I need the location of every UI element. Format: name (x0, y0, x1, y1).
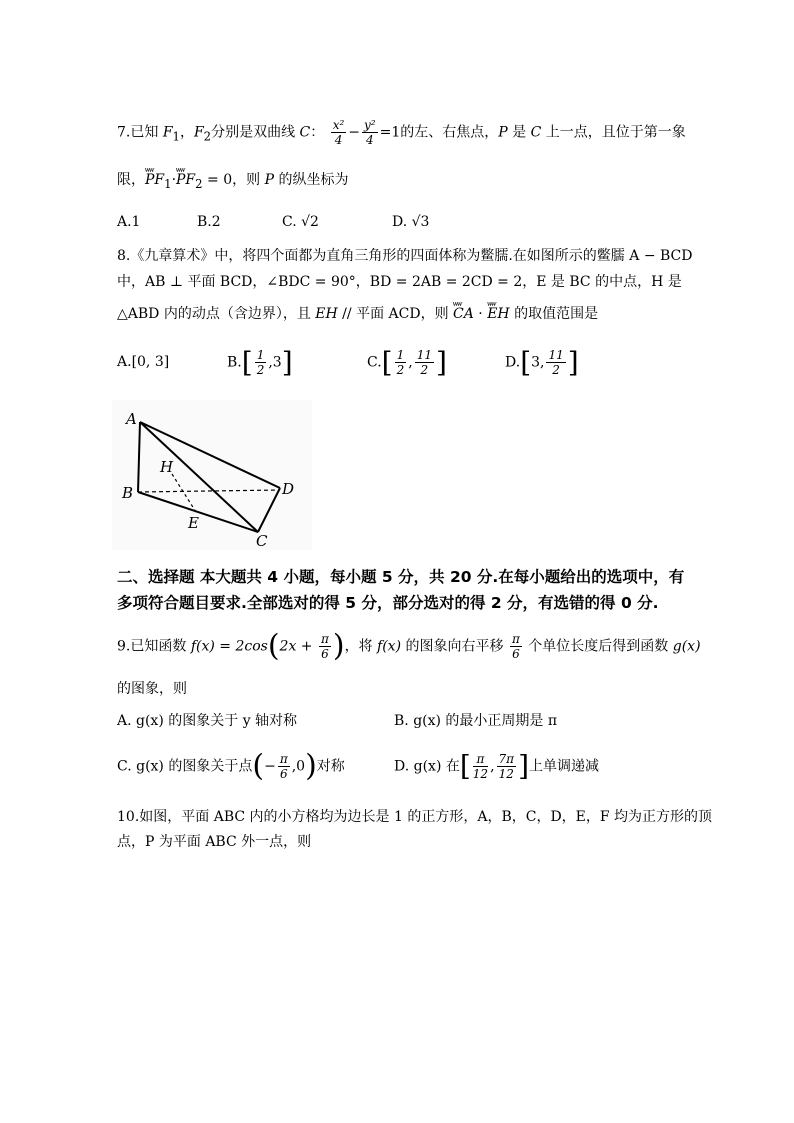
q9-line1: 9.已知函数 f(x) = 2cos(2x + $\frac{\pi}{6}$ )，将 f(x) 的图象向右平移 $\frac{\pi}{6}$ 个单位长度后得到函数 g(x) (117, 628, 701, 664)
section2-line2: 多项符合题目要求.全部选对的得 5 分，部分选对的得 2 分，有选错的得 0 分. (117, 594, 659, 612)
q9-option-d: D. g(x) 在[ $\frac{\pi}{12}$ , $\frac{7\pi}{12}$ ]上单调递减 (394, 749, 599, 783)
label-a: A (126, 410, 137, 428)
q9-line2: 的图象，则 (117, 681, 187, 697)
section2-line1: 二、选择题 本大题共 4 小题，每小题 5 分，共 20 分.在每小题给出的选项中，有 (117, 568, 685, 586)
q10-line2: 点，P 为平面 ABC 外一点，则 (117, 834, 312, 850)
y2-over-4: $\frac{\text{y²}}{4}$ (364, 118, 376, 147)
q7-option-b: B.2 (197, 214, 221, 230)
q8-line2: 中，AB ⊥ 平面 BCD，∠BDC = 90°，BD = 2AB = 2CD = 2，E 是 BC 的中点，H 是 (117, 274, 682, 290)
q8-option-d: D.[3, $\frac{11}{2}$ ] (505, 346, 579, 379)
q10-line1: 10.如图，平面 ABC 内的小方格均为边长是 1 的正方形，A，B，C，D，E，F 均为正方形的顶 (117, 809, 713, 825)
label-d: D (282, 480, 295, 498)
q8-option-c: C.[ $\frac{1}{2}$ , $\frac{11}{2}$ ] (367, 346, 447, 379)
q9-option-a: A. g(x) 的图象关于 y 轴对称 (117, 713, 298, 729)
q7-option-c: C. √2 (282, 214, 319, 230)
q8-option-b: B.[ $\frac{1}{2}$ ,3] (227, 346, 293, 379)
x2-over-4: $\frac{\text{x²}}{4}$ (332, 118, 345, 147)
q9-option-c: C. g(x) 的图象关于点(− $\frac{\pi}{6}$ ,0)对称 (117, 748, 345, 784)
label-c: C (256, 532, 268, 550)
label-h: H (160, 458, 174, 476)
q8-line1: 8.《九章算术》中，将四个面都为直角三角形的四面体称为鳖臑.在如图所示的鳖臑 A − BCD (117, 248, 693, 264)
q9-option-b: B. g(x) 的最小正周期是 π (394, 713, 558, 729)
q7-option-a: A.1 (117, 214, 141, 230)
q7-line1: 7.已知 $F_1$，$F_2$分别是双曲线 C： $\frac{\text{x²}}{4}$ − $\frac{\text{y²}}{4}$ =1的左、右焦点，P 是 C 上一点，且位于第一象 (117, 118, 686, 147)
q7-line2: 限，ѡѡ $PF_1\cdot ѡѡ$ $PF_2 = 0$，则 P 的纵坐标为 (117, 170, 348, 194)
q7-option-d: D. √3 (392, 214, 430, 230)
tetrahedron-figure (112, 400, 312, 550)
label-b: B (122, 484, 134, 502)
label-e: E (188, 514, 199, 532)
q8-options (117, 346, 677, 386)
q8-line3: △ABD 内的动点（含边界），且 EH // 平面 ACD，则 ѡѡ CA · ѡѡ EH 的取值范围是 (117, 304, 598, 324)
q8-option-a: A.[0, 3] (117, 354, 170, 370)
